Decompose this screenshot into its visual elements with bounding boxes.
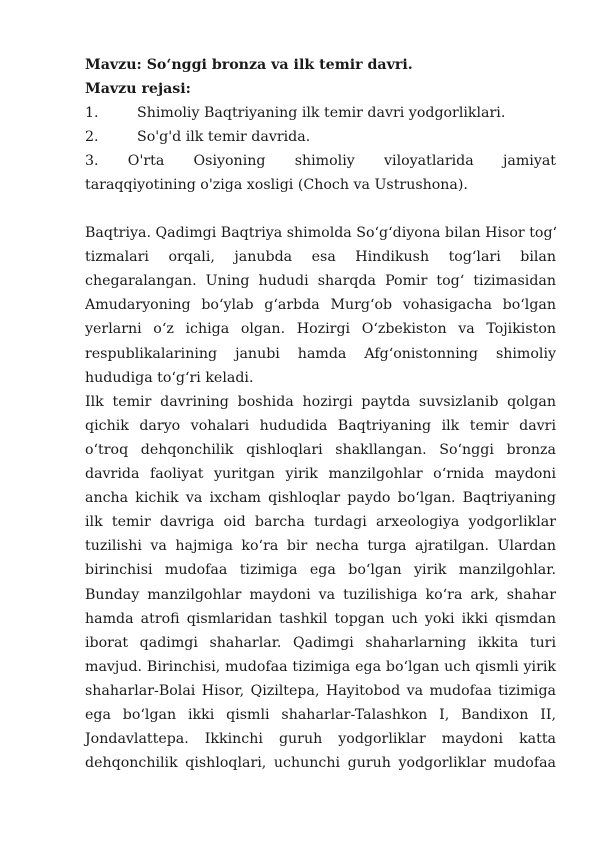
body-line: ancha kichik va ixcham qishloqlar paydo bo‘lgan. Baqtriyaning xyxy=(85,490,556,507)
body-line: Ilk temir davrining boshida hozirgi paytda suvsizlanib qolgan xyxy=(85,393,556,410)
body-line: davrida faoliyat yuritgan yirik manzilgohlar o‘rnida maydoni xyxy=(85,466,556,482)
body-line: yerlarni o‘z ichiga olgan. Hozirgi O‘zbekiston va Tojikiston xyxy=(85,321,556,338)
body-line: mavjud. Birinchisi, mudofaa tizimiga ega bo‘lgan uch qismli yirik xyxy=(85,658,556,675)
body-line: respublikalarining janubi hamda Afg‘onistonning shimoliy xyxy=(85,345,556,362)
body-line: ega bo‘lgan ikki qismli shaharlar-Talashkon I, Bandixon II, xyxy=(85,707,556,723)
body-line: o‘troq dehqonchilik qishloqlari shakllangan. So‘nggi bronza xyxy=(85,441,556,458)
body-line: birinchisi mudofaa tizimiga ega bo‘lgan yirik manzilgohlar. xyxy=(85,562,556,579)
body-line: Jondavlattepa. Ikkinchi guruh yodgorliklar maydoni katta xyxy=(85,731,556,748)
plan-item-number: 1. xyxy=(85,105,99,121)
body-line: dehqonchilik qishloqlari, uchunchi guruh yodgorliklar mudofaa xyxy=(85,755,556,772)
plan-item-number: 2. xyxy=(85,129,99,145)
body-line: ilk temir davriga oid barcha turdagi arxeologiya yodgorliklar xyxy=(85,514,556,531)
body-line: hududiga to‘g‘ri keladi. xyxy=(85,369,254,386)
body-line: qichik daryo vohalari hududida Baqtriyaning ilk temir davri xyxy=(85,417,556,434)
document-title: Mavzu: So‘nggi bronza va ilk temir davri. xyxy=(85,57,413,73)
plan-item-text: So'g'd ilk temir davrida. xyxy=(137,129,311,145)
plan-item-text: Shimoliy Baqtriyaning ilk temir davri yodgorliklari. xyxy=(137,105,506,121)
plan-item-3-line-2: taraqqiyotining o'ziga xosligi (Choch va Ustrushona). xyxy=(85,177,468,193)
body-line: shaharlar-Bolai Hisor, Qiziltepa, Hayitobod va mudofaa tizimiga xyxy=(85,682,556,699)
body-line: iborat qadimgi shaharlar. Qadimgi shaharlarning ikkita turi xyxy=(85,634,556,651)
body-line: Bunday manzilgohlar maydoni va tuzilishiga ko‘ra ark, shahar xyxy=(85,586,556,603)
body-line: Baqtriya. Qadimgi Baqtriya shimolda So‘g‘diyona bilan Hisor tog‘ xyxy=(85,225,558,241)
body-line: Amudaryoning bo‘ylab g‘arbda Murg‘ob vohasigacha bo‘lgan xyxy=(85,297,556,314)
body-line: tuzilishi va hajmiga ko‘ra bir necha turga ajratilgan. Ulardan xyxy=(85,538,556,555)
plan-heading: Mavzu rejasi: xyxy=(85,81,191,97)
plan-item-3-line-1: 3. O'rta Osiyoning shimoliy viloyatlarida jamiyat xyxy=(85,153,556,169)
body-line: tizmalari orqali, janubda esa Hindikush tog‘lari bilan xyxy=(85,249,556,266)
body-line: hamda atrofi qismlaridan tashkil topgan uch yoki ikki qismdan xyxy=(85,610,556,627)
body-line: chegaralangan. Uning hududi sharqda Pomir tog‘ tizimasidan xyxy=(85,273,556,290)
